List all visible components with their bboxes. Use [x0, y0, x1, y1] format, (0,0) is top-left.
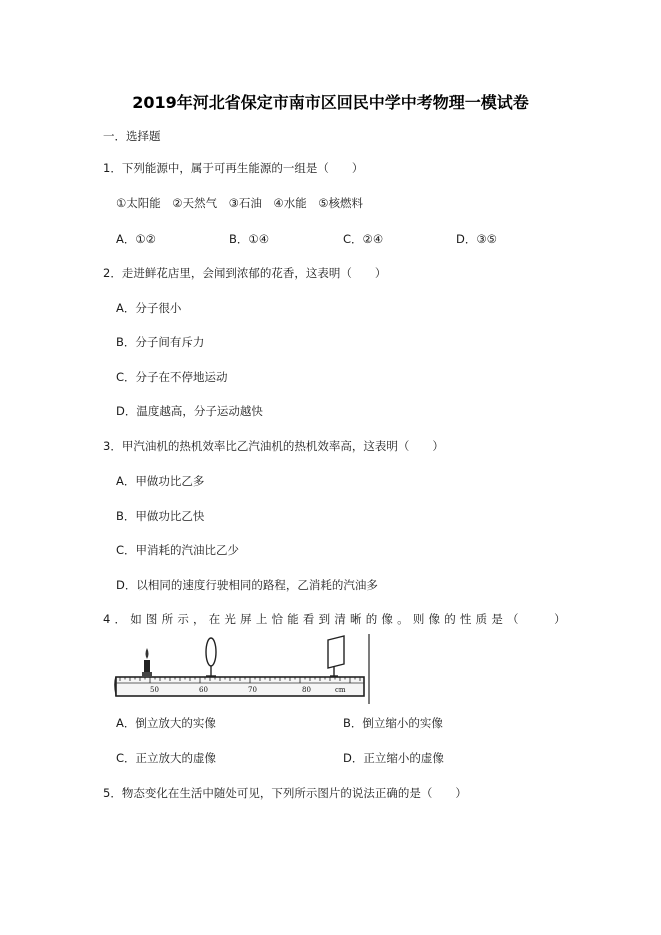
exam-title: 2019年河北省保定市南市区回民中学中考物理一模试卷 [132, 93, 529, 112]
question-2-option-a: A．分子很小 [116, 301, 182, 315]
question-1-option-c: C．②④ [343, 232, 384, 246]
optical-bench-figure [114, 634, 372, 706]
light-screen [328, 636, 344, 677]
candle [142, 648, 152, 677]
question-5-stem: 5．物态变化在生活中随处可见，下列所示图片的说法正确的是（ ） [103, 786, 467, 800]
question-1-stem: 1．下列能源中，属于可再生能源的一组是（ ） [103, 161, 364, 175]
question-1-option-d: D．③⑤ [456, 232, 497, 246]
question-1-items: ①太阳能 ②天然气 ③石油 ④水能 ⑤核燃料 [116, 196, 364, 210]
question-4-option-d: D．正立缩小的虚像 [343, 751, 444, 765]
question-4-option-a: A．倒立放大的实像 [116, 716, 216, 730]
question-2-option-d: D．温度越高，分子运动越快 [116, 404, 263, 418]
question-2-option-b: B．分子间有斥力 [116, 335, 205, 349]
question-1-option-b: B．①④ [229, 232, 270, 246]
question-4-stem: 4．如图所示，在光屏上恰能看到清晰的像。则像的性质是（ ） [103, 612, 570, 626]
question-2-stem: 2．走进鲜花店里，会闻到浓郁的花香，这表明（ ） [103, 266, 387, 280]
question-3-option-b: B．甲做功比乙快 [116, 509, 205, 523]
question-2-option-c: C．分子在不停地运动 [116, 370, 228, 384]
section-heading: 一．选择题 [103, 129, 161, 143]
ruler-unit-label: cm [335, 686, 346, 694]
question-3-option-d: D．以相同的速度行驶相同的路程，乙消耗的汽油多 [116, 578, 378, 592]
convex-lens [206, 638, 216, 677]
question-4-option-b: B．倒立缩小的实像 [343, 716, 443, 730]
ruler-label-70: 70 [248, 686, 257, 694]
question-3-stem: 3．甲汽油机的热机效率比乙汽油机的热机效率高，这表明（ ） [103, 439, 444, 453]
question-3-option-a: A．甲做功比乙多 [116, 474, 205, 488]
question-3-option-c: C．甲消耗的汽油比乙少 [116, 543, 240, 557]
ruler-label-80: 80 [302, 686, 311, 694]
question-1-option-a: A．①② [116, 232, 156, 246]
ruler-label-50: 50 [150, 686, 159, 694]
ruler-label-60: 60 [199, 686, 208, 694]
question-4-option-c: C．正立放大的虚像 [116, 751, 217, 765]
